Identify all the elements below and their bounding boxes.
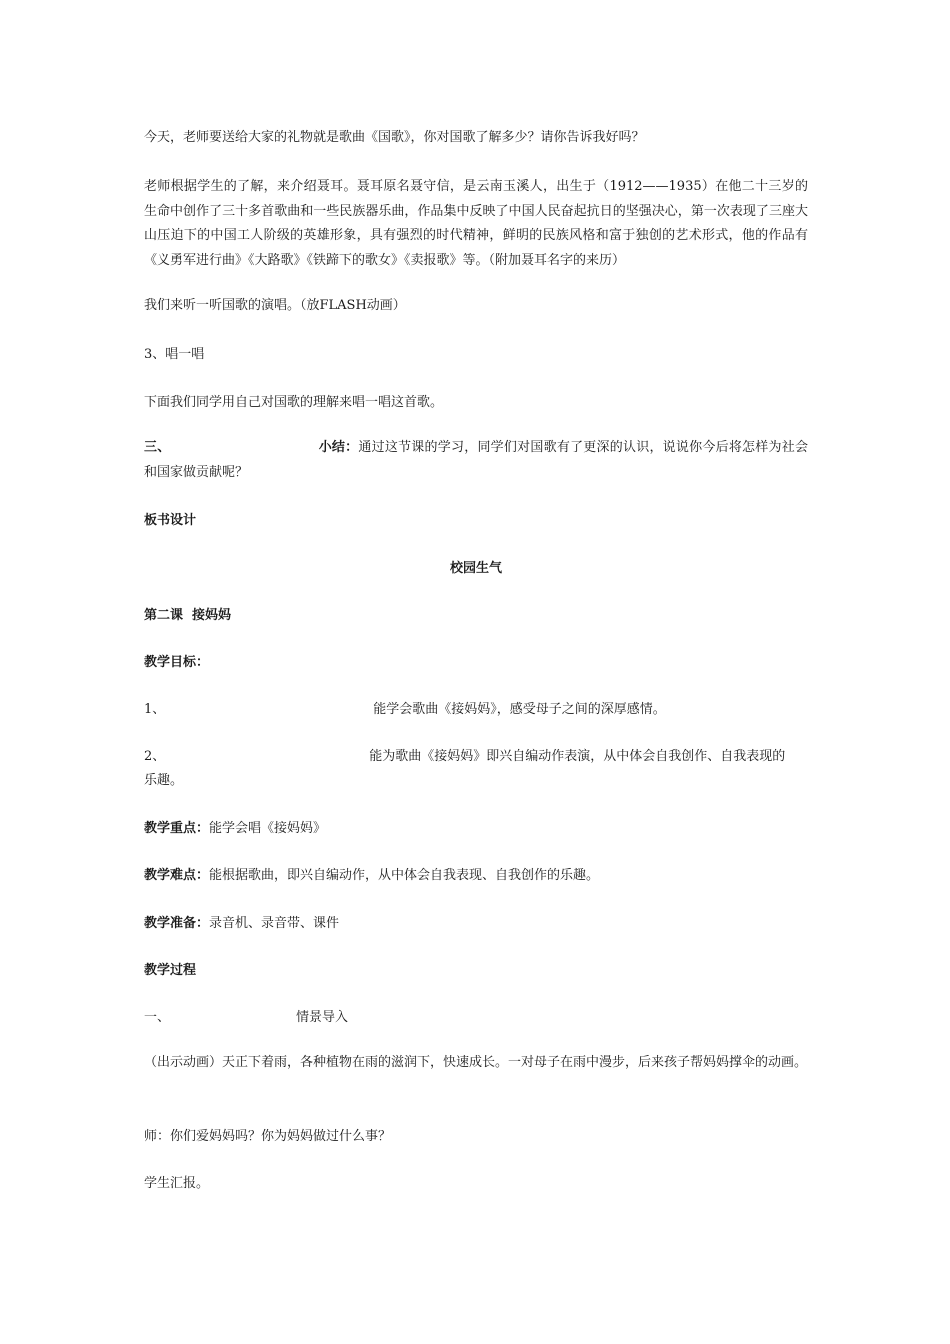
summary-text: 通过这节课的学习，同学们对国歌有了更深的认识，说说你今后将怎样为社会和国家做贡献呢？	[144, 440, 808, 480]
lesson-title: 第二课 接妈妈	[144, 608, 232, 623]
teaching-process-heading: 教学过程	[144, 963, 197, 978]
teaching-difficulty-label: 教学难点：	[144, 868, 210, 883]
goal-2-number: 2、	[144, 749, 166, 764]
goal-1-number: 1、	[144, 702, 166, 717]
blackboard-design-heading: 板书设计	[144, 513, 197, 528]
teaching-difficulty	[144, 863, 808, 888]
intro-question: 今天，老师要送给大家的礼物就是歌曲《国歌》，你对国歌了解多少？请你告诉我好吗？	[144, 130, 645, 145]
goal-1	[144, 697, 808, 722]
goal-1-text: 能学会歌曲《接妈妈》，感受母子之间的深厚感情。	[373, 702, 666, 717]
unit-title: 校园生气	[449, 561, 502, 576]
sing-instruction: 下面我们同学用自己对国歌的理解来唱一唱这首歌。	[144, 395, 444, 410]
teaching-preparation	[144, 911, 808, 936]
teacher-question: 师：你们爱妈妈吗？你为妈妈做过什么事？	[144, 1129, 392, 1144]
summary-number: 三、	[144, 440, 171, 455]
listen-anthem: 我们来听一听国歌的演唱。（放FLASH动画）	[144, 298, 406, 313]
teaching-preparation-text: 录音机、录音带、课件	[209, 916, 340, 931]
student-report: 学生汇报。	[144, 1176, 210, 1191]
goal-2-line-2: 乐趣。	[144, 773, 184, 788]
animation-description: （出示动画）天正下着雨，各种植物在雨的滋润下，快速成长。一对母子在雨中漫步，后来孩子帮妈妈撑伞的动画。	[144, 1055, 808, 1070]
teaching-goals-heading: 教学目标：	[144, 655, 210, 670]
summary-label: 小结：	[318, 440, 359, 455]
section-sing-heading: 3、唱一唱	[144, 347, 205, 362]
step-1-text: 情景导入	[296, 1010, 349, 1025]
goal-2-text: 能为歌曲《接妈妈》即兴自编动作表演，从中体会自我创作、自我表现的	[369, 749, 786, 764]
teaching-preparation-label: 教学准备：	[144, 916, 210, 931]
teaching-focus-label: 教学重点：	[144, 821, 210, 836]
goal-2-line-1	[144, 744, 808, 769]
nie-er-introduction: 老师根据学生的了解，来介绍聂耳。聂耳原名聂守信，是云南玉溪人，出生于（1912——1935）在他二十三岁的生命中创作了三十多首歌曲和一些民族器乐曲，作品集中反映了中国人民奋起抗日的坚强决心，第一次表现了三座大山压迫下的中国工人阶级的英雄形象，具有强烈的时代精神，鲜明的民族风格和富于独创的艺术形式，他的作品有《义勇军进行曲》《大路歌》《铁蹄下的歌女》《卖报歌》等。（附加聂耳名字的来历）	[144, 179, 808, 268]
summary-paragraph	[144, 436, 808, 485]
teaching-focus	[144, 816, 808, 841]
step-1-number: 一、	[144, 1010, 171, 1025]
step-1-heading	[144, 1005, 808, 1030]
teaching-focus-text: 能学会唱《接妈妈》	[209, 821, 327, 836]
teaching-difficulty-text: 能根据歌曲，即兴自编动作，从中体会自我表现、自我创作的乐趣。	[209, 868, 600, 883]
